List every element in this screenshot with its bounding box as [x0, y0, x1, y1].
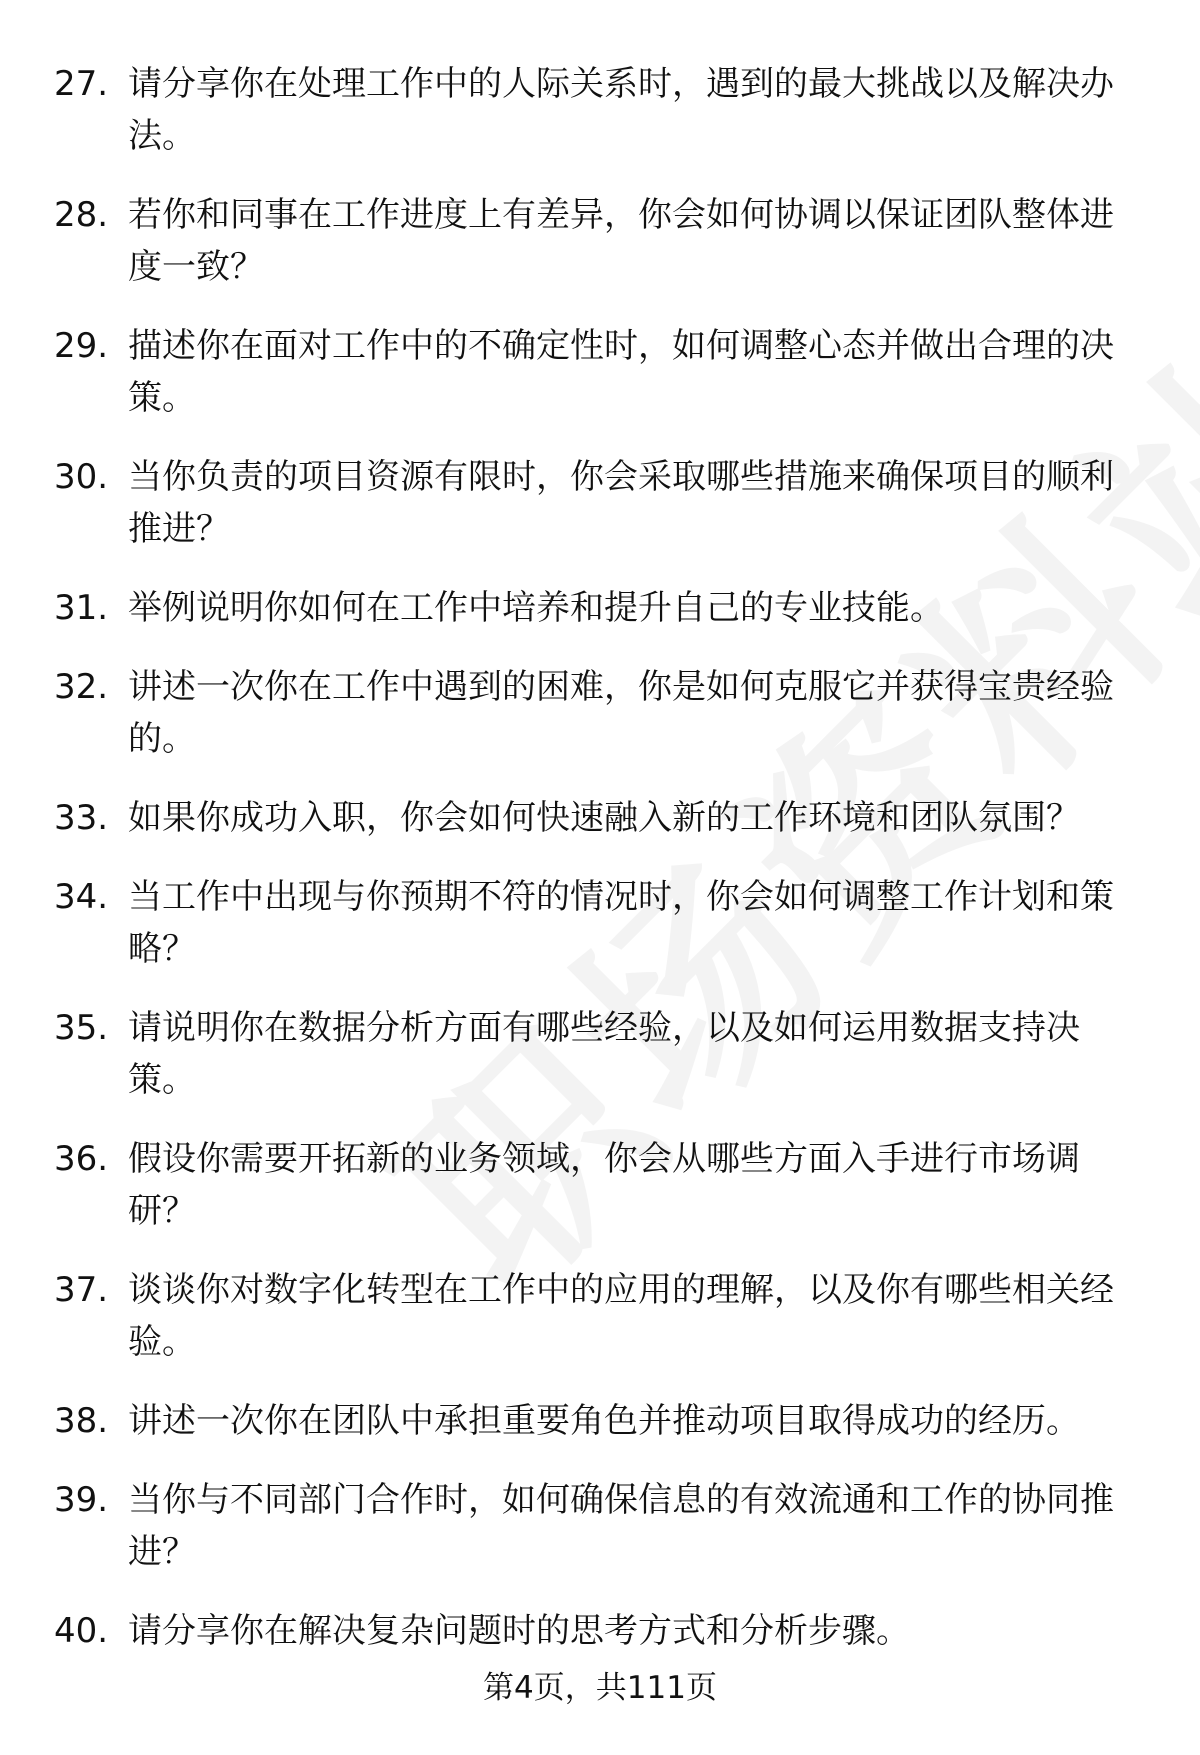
question-item	[0, 1002, 1200, 1106]
question-item	[0, 451, 1200, 555]
question-text: 当你负责的项目资源有限时，你会采取哪些措施来确保项目的顺利推进？	[128, 457, 1114, 549]
question-text: 假设你需要开拓新的业务领域，你会从哪些方面入手进行市场调研？	[128, 1139, 1080, 1231]
question-text: 请分享你在处理工作中的人际关系时，遇到的最大挑战以及解决办法。	[128, 64, 1114, 156]
question-text: 讲述一次你在团队中承担重要角色并推动项目取得成功的经历。	[128, 1401, 1080, 1441]
question-text: 当你与不同部门合作时，如何确保信息的有效流通和工作的协同推进？	[128, 1480, 1114, 1572]
question-number: 31.	[54, 588, 109, 628]
question-number: 38.	[54, 1401, 109, 1441]
question-number: 34.	[54, 877, 109, 917]
question-number: 32.	[54, 667, 109, 707]
page-number-label: 第4页，共111页	[483, 1670, 717, 1706]
question-item	[0, 1133, 1200, 1237]
question-list	[0, 58, 1200, 1684]
question-number: 28.	[54, 195, 109, 235]
question-item	[0, 792, 1200, 844]
question-number: 39.	[54, 1480, 109, 1520]
question-text: 描述你在面对工作中的不确定性时，如何调整心态并做出合理的决策。	[128, 326, 1114, 418]
question-item	[0, 189, 1200, 293]
question-text: 当工作中出现与你预期不符的情况时，你会如何调整工作计划和策略？	[128, 877, 1114, 969]
question-number: 37.	[54, 1270, 109, 1310]
question-number: 33.	[54, 798, 109, 838]
question-number: 30.	[54, 457, 109, 497]
question-item	[0, 58, 1200, 162]
question-item	[0, 582, 1200, 634]
question-number: 35.	[54, 1008, 109, 1048]
question-text: 如果你成功入职，你会如何快速融入新的工作环境和团队氛围？	[128, 798, 1080, 838]
question-text: 请分享你在解决复杂问题时的思考方式和分析步骤。	[128, 1611, 910, 1651]
question-number: 29.	[54, 326, 109, 366]
page-footer	[0, 1666, 1200, 1710]
question-item	[0, 661, 1200, 765]
question-item	[0, 1474, 1200, 1578]
question-item	[0, 1605, 1200, 1657]
question-text: 请说明你在数据分析方面有哪些经验，以及如何运用数据支持决策。	[128, 1008, 1080, 1100]
question-text: 讲述一次你在工作中遇到的困难，你是如何克服它并获得宝贵经验的。	[128, 667, 1114, 759]
question-text: 举例说明你如何在工作中培养和提升自己的专业技能。	[128, 588, 944, 628]
question-item	[0, 871, 1200, 975]
question-item	[0, 1395, 1200, 1447]
question-item	[0, 320, 1200, 424]
question-number: 36.	[54, 1139, 109, 1179]
question-item	[0, 1264, 1200, 1368]
question-text: 谈谈你对数字化转型在工作中的应用的理解，以及你有哪些相关经验。	[128, 1270, 1114, 1362]
question-text: 若你和同事在工作进度上有差异，你会如何协调以保证团队整体进度一致？	[128, 195, 1114, 287]
question-number: 27.	[54, 64, 109, 104]
question-number: 40.	[54, 1611, 109, 1651]
